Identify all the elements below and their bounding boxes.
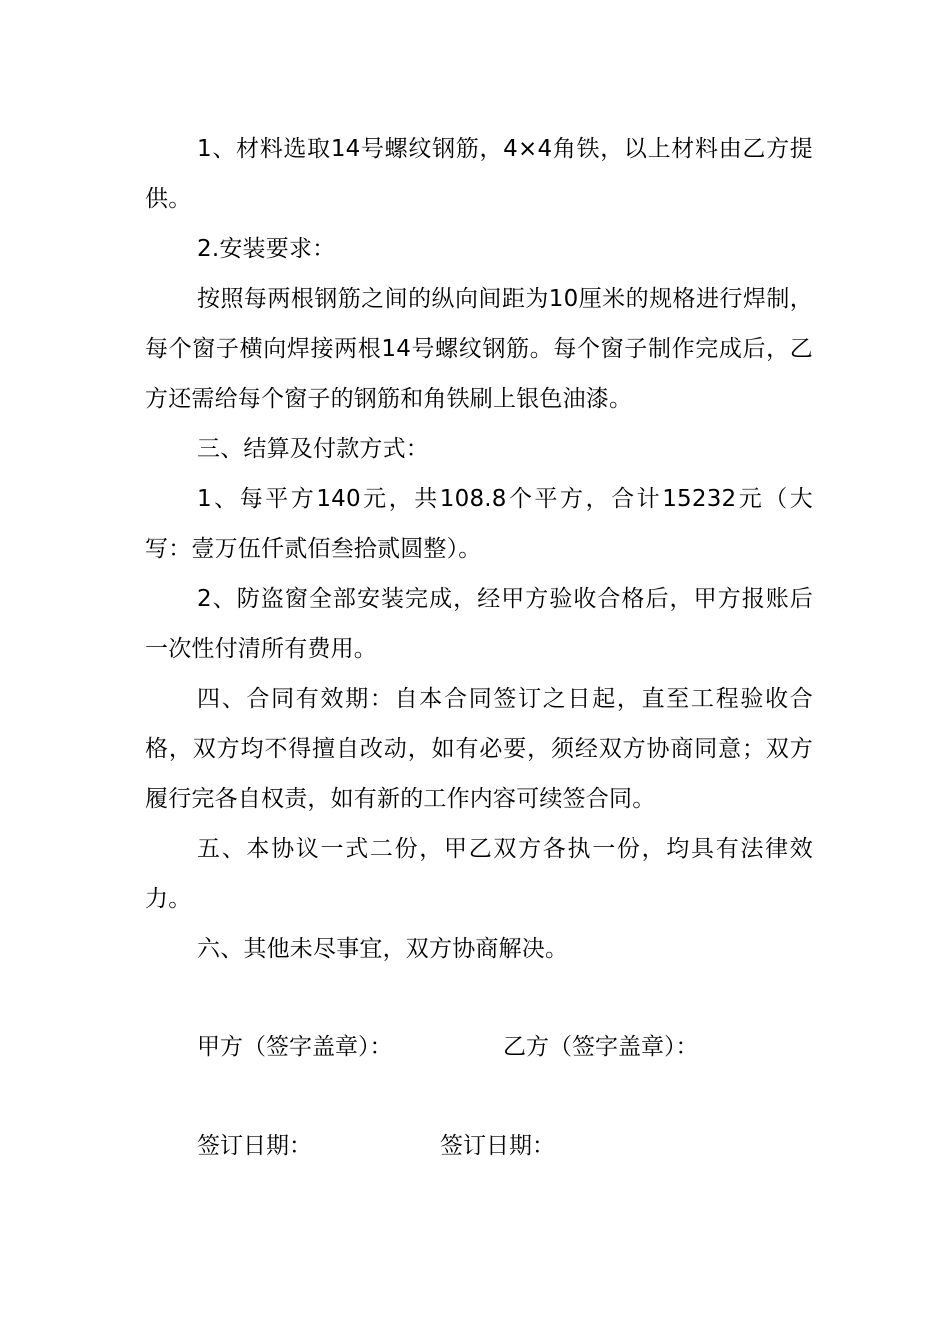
paragraph-copies: 五、本协议一式二份，甲乙双方各执一份，均具有法律效力。 [145, 836, 813, 912]
party-b-date-label: 签订日期： [440, 1133, 555, 1159]
party-b-signature-label: 乙方（签字盖章）： [503, 1034, 699, 1060]
party-a-date-label: 签订日期： [197, 1133, 312, 1159]
paragraph-validity: 四、合同有效期：自本合同签订之日起，直至工程验收合格，双方均不得擅自改动，如有必要，须经双方协商同意；双方履行完各自权责，如有新的工作内容可续签合同。 [145, 686, 813, 812]
paragraph-other-matters: 六、其他未尽事宜，双方协商解决。 [197, 936, 569, 962]
paragraph-price: 1、每平方140元，共108.8个平方，合计15232元（大写：壹万伍仟贰佰叁拾贰圆整）。 [145, 486, 813, 562]
party-a-signature-label: 甲方（签字盖章）： [197, 1034, 393, 1060]
paragraph-settlement-heading: 三、结算及付款方式： [197, 436, 429, 462]
paragraph-payment: 2、防盗窗全部安装完成，经甲方验收合格后，甲方报账后一次性付清所有费用。 [145, 586, 813, 662]
paragraph-materials: 1、材料选取14号螺纹钢筋，4×4角铁，以上材料由乙方提供。 [145, 136, 813, 212]
contract-body [145, 124, 813, 974]
paragraph-install-heading: 2.安装要求： [197, 236, 336, 262]
paragraph-install-requirements: 按照每两根钢筋之间的纵向间距为10厘米的规格进行焊制，每个窗子横向焊接两根14号螺纹钢筋。每个窗子制作完成后，乙方还需给每个窗子的钢筋和角铁刷上银色油漆。 [145, 286, 813, 412]
